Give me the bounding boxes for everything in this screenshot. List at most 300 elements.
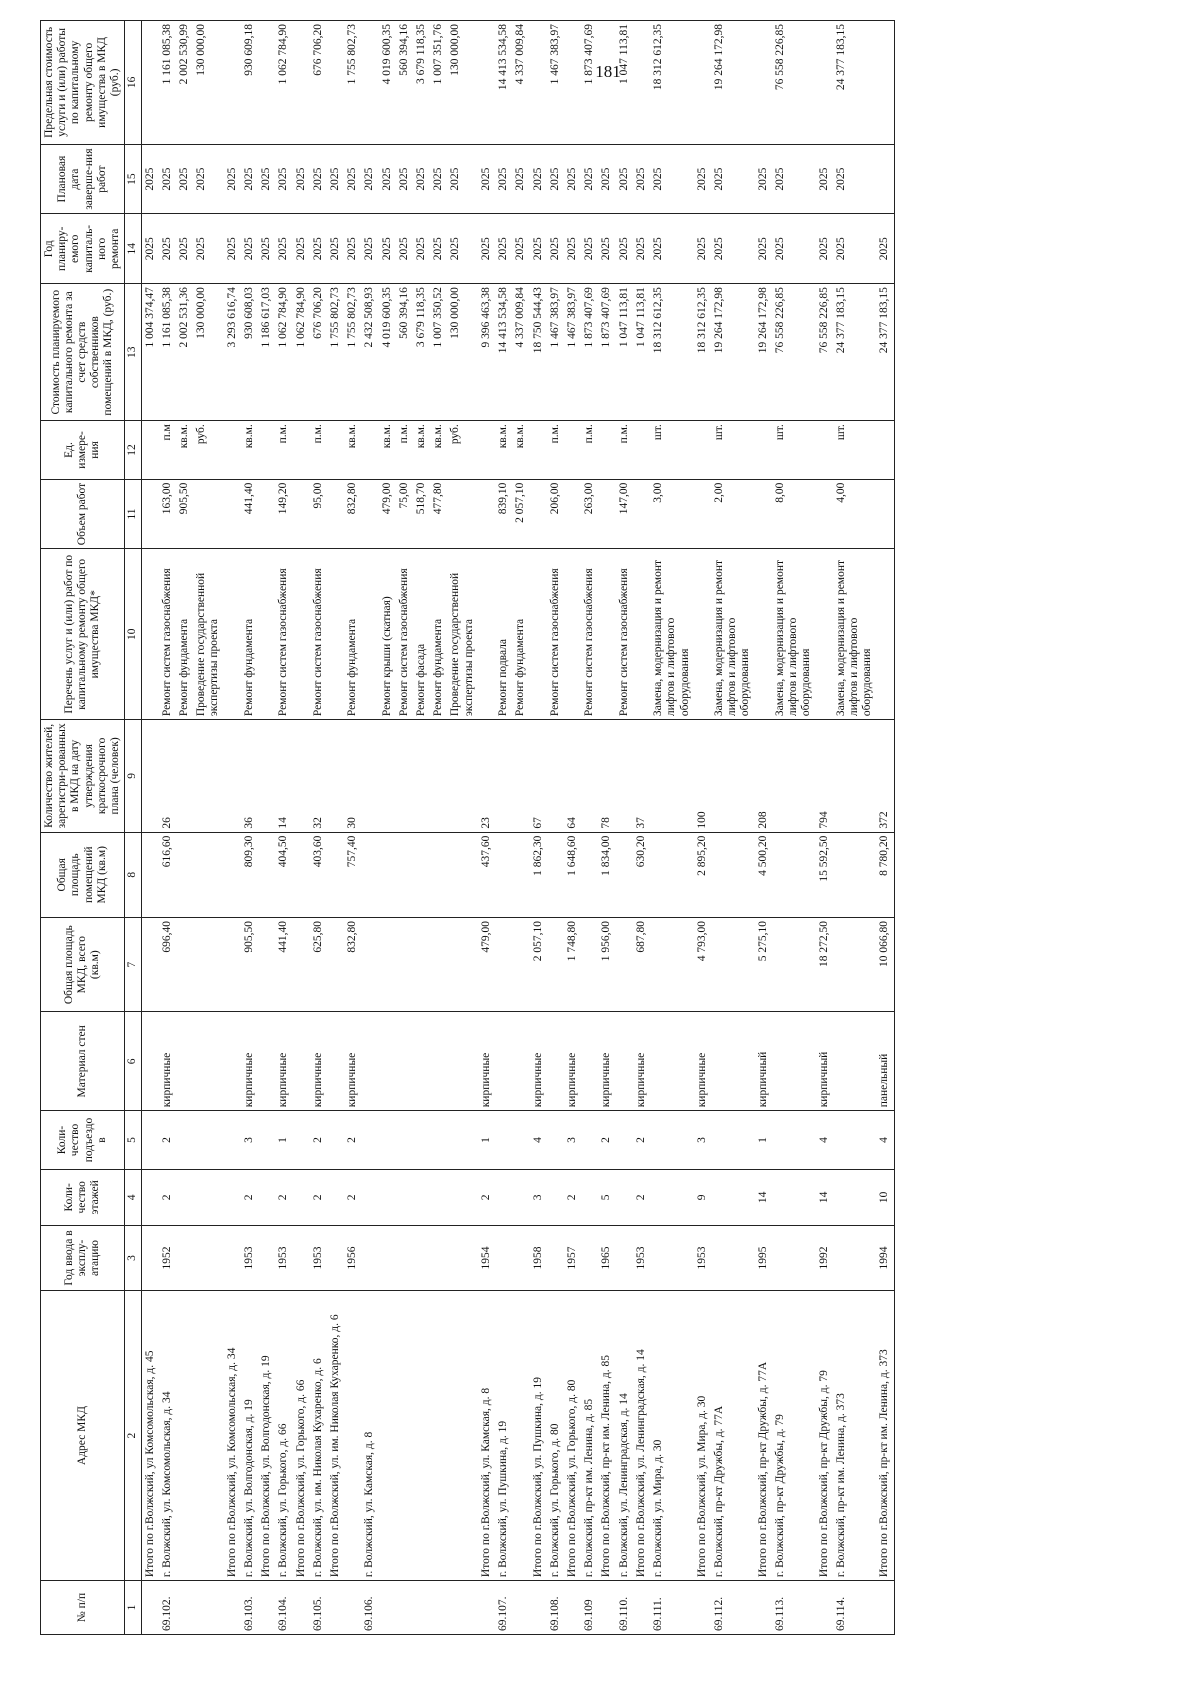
table-cell: 676 706,20 [310, 284, 327, 421]
table-cell: 24 377 183,15 [876, 284, 894, 421]
table-cell [396, 1012, 413, 1111]
table-cell [633, 549, 650, 720]
table-cell [711, 917, 755, 1011]
table-cell: кирпичные [310, 1012, 327, 1111]
table-cell: г. Волжский, ул. Горького, д. 80 [547, 1291, 564, 1581]
table-cell: 441,40 [241, 479, 258, 549]
table-cell [361, 479, 378, 549]
table-cell: 930 609,18 [241, 21, 258, 145]
table-row [495, 21, 512, 1635]
table-cell [361, 1169, 378, 1225]
total-row [694, 21, 711, 1635]
table-cell: 19 264 172,98 [755, 284, 772, 421]
table-cell: 560 394,16 [396, 284, 413, 421]
table-cell [258, 917, 275, 1011]
table-cell [258, 1111, 275, 1169]
table-cell [141, 421, 159, 479]
table-cell [547, 1169, 564, 1225]
table-cell [293, 479, 310, 549]
table-cell: 2025 [193, 144, 223, 214]
table-cell [833, 917, 877, 1011]
table-cell: 37 [633, 720, 650, 832]
table-cell [547, 1012, 564, 1111]
table-cell: 1 873 407,69 [581, 284, 598, 421]
table-cell [430, 1225, 447, 1290]
table-cell [564, 1581, 581, 1635]
table-cell [224, 1012, 241, 1111]
table-cell [616, 1169, 633, 1225]
table-cell: 2 [159, 1111, 176, 1169]
table-cell: Итого по г.Волжский, ул. Горького, д. 80 [564, 1291, 581, 1581]
table-cell [293, 21, 310, 145]
table-cell: г. Волжский, ул. Камская, д. 8 [361, 1291, 378, 1581]
table-cell [193, 1012, 223, 1111]
table-cell: Итого по г.Волжский, пр-кт Дружбы, д. 77А [755, 1291, 772, 1581]
table-cell: 2 [598, 1111, 615, 1169]
table-cell [327, 1169, 344, 1225]
table-cell [547, 917, 564, 1011]
table-cell: 1952 [159, 1225, 176, 1290]
table-cell: 1 161 085,38 [159, 284, 176, 421]
table-cell: 2025 [478, 214, 495, 284]
table-cell [193, 1111, 223, 1169]
table-cell [176, 1169, 193, 1225]
table-cell: 403,60 [310, 832, 327, 917]
table-cell [650, 1111, 694, 1169]
table-cell [772, 917, 816, 1011]
column-number: 11 [125, 479, 141, 549]
table-cell [876, 1581, 894, 1635]
table-cell: 1965 [598, 1225, 615, 1290]
table-cell [327, 549, 344, 720]
table-cell: 437,60 [478, 832, 495, 917]
table-cell: 2025 [275, 214, 292, 284]
table-cell: 479,00 [379, 479, 396, 549]
table-row [193, 21, 223, 1635]
table-cell: 2,00 [711, 479, 755, 549]
table-row [344, 21, 361, 1635]
table-cell [430, 1012, 447, 1111]
table-cell [293, 1581, 310, 1635]
table-cell: 76 558 226,85 [816, 284, 833, 421]
table-cell: 2025 [293, 214, 310, 284]
table-cell: 4 [876, 1111, 894, 1169]
table-cell [530, 1581, 547, 1635]
table-cell: 2025 [310, 144, 327, 214]
table-cell: 64 [564, 720, 581, 832]
table-cell [478, 21, 495, 145]
table-cell [447, 1012, 477, 1111]
table-cell [193, 1169, 223, 1225]
table-cell: 18 312 612,35 [650, 284, 694, 421]
table-cell [396, 1291, 413, 1581]
table-cell: 809,30 [241, 832, 258, 917]
table-cell [141, 832, 159, 917]
table-cell [344, 1581, 361, 1635]
table-cell: 4 337 009,84 [512, 21, 529, 145]
table-cell [224, 421, 241, 479]
table-cell: 208 [755, 720, 772, 832]
table-cell: 69.104. [275, 1581, 292, 1635]
table-cell: 2025 [547, 144, 564, 214]
table-cell [293, 832, 310, 917]
table-cell: 2025 [159, 214, 176, 284]
table-cell: 2025 [650, 144, 694, 214]
table-cell [413, 1012, 430, 1111]
table-cell: 832,80 [344, 917, 361, 1011]
table-cell [816, 421, 833, 479]
table-cell [581, 720, 598, 832]
table-cell [581, 1169, 598, 1225]
table-cell [193, 917, 223, 1011]
table-cell: 2025 [512, 214, 529, 284]
table-cell [361, 21, 378, 145]
total-row [564, 21, 581, 1635]
table-cell [650, 917, 694, 1011]
column-header: Общая площадь помещений МКД (кв.м) [41, 832, 125, 917]
table-cell [564, 21, 581, 145]
table-cell: Итого по г.Волжский, ул. Мира, д. 30 [694, 1291, 711, 1581]
column-header: Количество жителей, зарегистри-рованных в МКД на дату утверждения краткосрочного плана (человек) [41, 720, 125, 832]
column-number: 4 [125, 1169, 141, 1225]
table-cell: 2 [241, 1169, 258, 1225]
table-cell [430, 917, 447, 1011]
column-header: Коли-чество этажей [41, 1169, 125, 1225]
table-cell [755, 479, 772, 549]
column-number: 15 [125, 144, 141, 214]
table-cell: п.м. [396, 421, 413, 479]
column-number: 5 [125, 1111, 141, 1169]
table-cell: 149,20 [275, 479, 292, 549]
table-cell [361, 1225, 378, 1290]
table-cell: 1 [478, 1111, 495, 1169]
table-cell: кирпичный [816, 1012, 833, 1111]
table-cell: 2025 [379, 144, 396, 214]
table-cell: 18 750 544,43 [530, 284, 547, 421]
table-cell: 630,20 [633, 832, 650, 917]
table-cell [876, 144, 894, 214]
table-cell: 1 186 617,03 [258, 284, 275, 421]
table-cell [547, 1225, 564, 1290]
column-header: № п/п [41, 1581, 125, 1635]
table-cell [379, 1291, 396, 1581]
table-cell: 69.108. [547, 1581, 564, 1635]
table-cell [413, 1291, 430, 1581]
table-cell: 14 413 534,58 [495, 21, 512, 145]
column-header: Материал стен [41, 1012, 125, 1111]
table-cell: 2025 [711, 144, 755, 214]
table-cell: 2025 [616, 214, 633, 284]
table-cell [495, 720, 512, 832]
column-number: 9 [125, 720, 141, 832]
table-cell [512, 917, 529, 1011]
table-cell [430, 1111, 447, 1169]
table-cell: Итого по г.Волжский, ул. Волгодонская, д. 19 [258, 1291, 275, 1581]
table-cell: 163,00 [159, 479, 176, 549]
table-cell [293, 1111, 310, 1169]
table-cell: 2025 [241, 144, 258, 214]
table-cell [141, 1581, 159, 1635]
table-cell: 69.105. [310, 1581, 327, 1635]
table-cell: 1 755 802,73 [344, 21, 361, 145]
table-cell: 32 [310, 720, 327, 832]
table-cell: 2025 [711, 214, 755, 284]
total-row [816, 21, 833, 1635]
table-cell: 1994 [876, 1225, 894, 1290]
column-number: 10 [125, 549, 141, 720]
table-cell: 479,00 [478, 917, 495, 1011]
table-cell [633, 421, 650, 479]
table-cell [361, 1012, 378, 1111]
table-cell: Ремонт фундамента [241, 549, 258, 720]
table-cell: 4 019 600,35 [379, 21, 396, 145]
table-cell: 9 [694, 1169, 711, 1225]
table-cell [176, 1291, 193, 1581]
table-cell: 2025 [694, 144, 711, 214]
table-cell: 2025 [772, 214, 816, 284]
column-header: Предельная стоимость услуги и (или) работы по капитальному ремонту общего имущества в МКД (руб.) [41, 21, 125, 145]
table-cell: 794 [816, 720, 833, 832]
table-row [547, 21, 564, 1635]
table-cell [224, 1581, 241, 1635]
table-cell [512, 1012, 529, 1111]
table-cell: 3 679 118,35 [413, 284, 430, 421]
table-cell [447, 1581, 477, 1635]
table-cell: 560 394,16 [396, 21, 413, 145]
table-cell: 2025 [413, 214, 430, 284]
column-number: 2 [125, 1291, 141, 1581]
table-cell [447, 1225, 477, 1290]
table-cell [772, 720, 816, 832]
column-number: 3 [125, 1225, 141, 1290]
table-cell: 2025 [141, 144, 159, 214]
table-cell [327, 21, 344, 145]
table-cell: 8,00 [772, 479, 816, 549]
table-cell: 18 312 612,35 [694, 284, 711, 421]
table-cell: кирпичные [344, 1012, 361, 1111]
table-cell: 4 [816, 1111, 833, 1169]
table-cell: 2025 [344, 144, 361, 214]
table-cell [547, 832, 564, 917]
table-cell: 1 047 113,81 [633, 284, 650, 421]
table-cell: 130 000,00 [193, 21, 223, 145]
table-cell [176, 1581, 193, 1635]
table-cell: Итого по г.Волжский, ул. Комсомольская, д. 34 [224, 1291, 241, 1581]
table-cell [650, 1012, 694, 1111]
table-cell [478, 421, 495, 479]
table-cell: 1954 [478, 1225, 495, 1290]
table-cell [361, 917, 378, 1011]
table-cell: 4 793,00 [694, 917, 711, 1011]
table-cell: 1956 [344, 1225, 361, 1290]
table-cell [193, 1581, 223, 1635]
table-cell: 2025 [176, 144, 193, 214]
table-cell: 69.102. [159, 1581, 176, 1635]
column-header: Год ввода в эксплу-атацию [41, 1225, 125, 1290]
table-cell: 2025 [141, 214, 159, 284]
table-cell [396, 1169, 413, 1225]
table-cell: 2025 [616, 144, 633, 214]
table-cell [379, 1169, 396, 1225]
table-cell [512, 1225, 529, 1290]
table-cell [413, 1169, 430, 1225]
table-cell [176, 720, 193, 832]
table-row [711, 21, 755, 1635]
header-row [41, 21, 125, 1635]
table-cell: 2 [478, 1169, 495, 1225]
repair-plan-table [40, 20, 895, 1635]
table-cell [430, 832, 447, 917]
table-cell: 2025 [478, 144, 495, 214]
table-cell [833, 1225, 877, 1290]
table-cell: 2025 [816, 214, 833, 284]
table-row [772, 21, 816, 1635]
table-cell: 18 312 612,35 [650, 21, 694, 145]
table-cell [530, 421, 547, 479]
table-cell: 2025 [310, 214, 327, 284]
table-cell: п.м. [547, 421, 564, 479]
total-row [633, 21, 650, 1635]
table-cell: 1953 [633, 1225, 650, 1290]
table-cell: 69.107. [495, 1581, 512, 1635]
total-row [293, 21, 310, 1635]
table-cell [581, 1225, 598, 1290]
table-cell: 9 396 463,38 [478, 284, 495, 421]
column-number: 8 [125, 832, 141, 917]
table-cell: 687,80 [633, 917, 650, 1011]
table-cell: 2 057,10 [530, 917, 547, 1011]
table-cell: 696,40 [159, 917, 176, 1011]
table-cell: 2025 [224, 214, 241, 284]
table-cell: кирпичные [564, 1012, 581, 1111]
table-cell [447, 1111, 477, 1169]
table-cell: шт. [833, 421, 877, 479]
table-cell: кирпичные [694, 1012, 711, 1111]
table-cell: 1 834,00 [598, 832, 615, 917]
table-cell: кирпичные [530, 1012, 547, 1111]
table-cell [379, 720, 396, 832]
table-cell [816, 1581, 833, 1635]
table-cell: 2 [310, 1169, 327, 1225]
table-cell: 1953 [275, 1225, 292, 1290]
table-cell: 905,50 [176, 479, 193, 549]
table-cell: 2025 [447, 144, 477, 214]
table-cell [478, 549, 495, 720]
table-cell: Замена, модернизация и ремонт лифтов и лифтового оборудования [772, 549, 816, 720]
table-cell [361, 1111, 378, 1169]
table-cell [344, 1291, 361, 1581]
table-cell: 2025 [547, 214, 564, 284]
table-cell: Проведение государственной экспертизы проекта [447, 549, 477, 720]
table-cell: 1 755 802,73 [327, 284, 344, 421]
table-cell: 1 862,30 [530, 832, 547, 917]
table-cell: п.м. [275, 421, 292, 479]
column-number: 7 [125, 917, 141, 1011]
table-cell: 2 [159, 1169, 176, 1225]
table-cell [876, 549, 894, 720]
table-cell: 10 066,80 [876, 917, 894, 1011]
table-cell: 2025 [327, 144, 344, 214]
table-cell: 2025 [694, 214, 711, 284]
table-cell: 1953 [310, 1225, 327, 1290]
table-cell [224, 1169, 241, 1225]
table-cell: Итого по г.Волжский, ул. Камская, д. 8 [478, 1291, 495, 1581]
table-cell: 2 [344, 1169, 361, 1225]
table-cell: 19 264 172,98 [711, 21, 755, 145]
table-cell: Ремонт систем газоснабжения [310, 549, 327, 720]
table-cell: 2025 [581, 214, 598, 284]
table-cell [694, 21, 711, 145]
table-cell: шт. [711, 421, 755, 479]
table-cell: 1957 [564, 1225, 581, 1290]
table-cell [430, 1291, 447, 1581]
table-cell: 69.109 [581, 1581, 598, 1635]
table-cell [258, 549, 275, 720]
table-cell [616, 720, 633, 832]
table-cell [447, 917, 477, 1011]
table-cell: кирпичные [598, 1012, 615, 1111]
table-cell: Ремонт фундамента [344, 549, 361, 720]
table-cell [650, 832, 694, 917]
table-cell: Итого по г.Волжский, ул. им. Николая Кухаренко, д. 6 [327, 1291, 344, 1581]
table-cell: 2025 [495, 144, 512, 214]
table-cell [495, 1225, 512, 1290]
table-cell: Ремонт фундамента [430, 549, 447, 720]
table-cell [711, 1169, 755, 1225]
table-cell [512, 1581, 529, 1635]
table-cell [293, 421, 310, 479]
table-cell [413, 917, 430, 1011]
table-cell [258, 1012, 275, 1111]
table-cell: п.м. [616, 421, 633, 479]
table-cell: 2025 [876, 214, 894, 284]
table-cell [224, 1111, 241, 1169]
table-cell [258, 479, 275, 549]
table-cell [694, 479, 711, 549]
page-number: 181 [595, 62, 621, 81]
table-row [650, 21, 694, 1635]
table-cell [633, 1581, 650, 1635]
table-cell: 1 007 350,52 [430, 284, 447, 421]
table-cell [447, 1169, 477, 1225]
table-cell [755, 1581, 772, 1635]
table-cell: 404,50 [275, 832, 292, 917]
table-cell: 2 [344, 1111, 361, 1169]
table-cell [413, 720, 430, 832]
table-cell: кирпичные [159, 1012, 176, 1111]
column-header: Ед. измере-ния [41, 421, 125, 479]
table-cell: 1953 [241, 1225, 258, 1290]
table-cell: 76 558 226,85 [772, 21, 816, 145]
table-cell [447, 832, 477, 917]
table-cell [430, 1169, 447, 1225]
table-cell [755, 421, 772, 479]
table-row [159, 21, 176, 1635]
table-cell [495, 1012, 512, 1111]
table-cell [512, 1169, 529, 1225]
table-cell: Ремонт систем газоснабжения [581, 549, 598, 720]
table-cell [176, 917, 193, 1011]
table-cell [772, 1012, 816, 1111]
total-row [598, 21, 615, 1635]
table-row [241, 21, 258, 1635]
table-cell: 69.103. [241, 1581, 258, 1635]
table-cell: 757,40 [344, 832, 361, 917]
total-row [876, 21, 894, 1635]
table-cell: 1 467 383,97 [547, 21, 564, 145]
table-cell [379, 1225, 396, 1290]
table-cell: г. Волжский, ул. им. Николая Кухаренко, д. 6 [310, 1291, 327, 1581]
